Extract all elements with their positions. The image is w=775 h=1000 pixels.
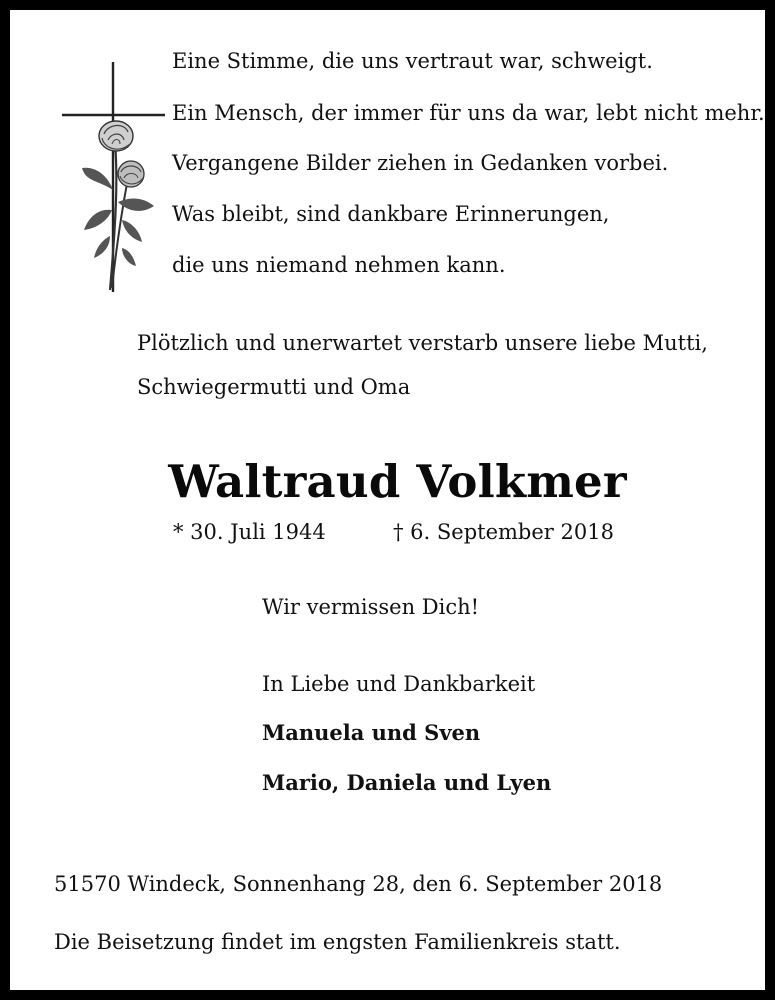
birth-date: * 30. Juli 1944 (173, 520, 326, 544)
announcement-line-2: Schwiegermutti und Oma (137, 375, 411, 399)
poem-line-4: Was bleibt, sind dankbare Erinnerungen, (172, 202, 610, 226)
poem-line-5: die uns niemand nehmen kann. (172, 253, 506, 277)
announcement-line-1: Plötzlich und unerwartet verstarb unsere liebe Mutti, (137, 331, 708, 355)
mourner-2: Mario, Daniela und Lyen (262, 770, 552, 795)
poem-line-3: Vergangene Bilder ziehen in Gedanken vorbei. (172, 151, 669, 175)
mourner-1: Manuela und Sven (262, 720, 481, 745)
cross-with-rose-icon (58, 60, 168, 300)
address-line: 51570 Windeck, Sonnenhang 28, den 6. September 2018 (54, 872, 663, 896)
closing-message: Wir vermissen Dich! (262, 595, 480, 619)
death-date: † 6. September 2018 (393, 520, 614, 544)
closing-phrase: In Liebe und Dankbarkeit (262, 672, 536, 696)
deceased-name: Waltraud Volkmer (168, 455, 627, 508)
poem-line-2: Ein Mensch, der immer für uns da war, lebt nicht mehr. (172, 101, 765, 125)
funeral-note: Die Beisetzung findet im engsten Familienkreis statt. (54, 930, 621, 954)
poem-line-1: Eine Stimme, die uns vertraut war, schweigt. (172, 49, 653, 73)
